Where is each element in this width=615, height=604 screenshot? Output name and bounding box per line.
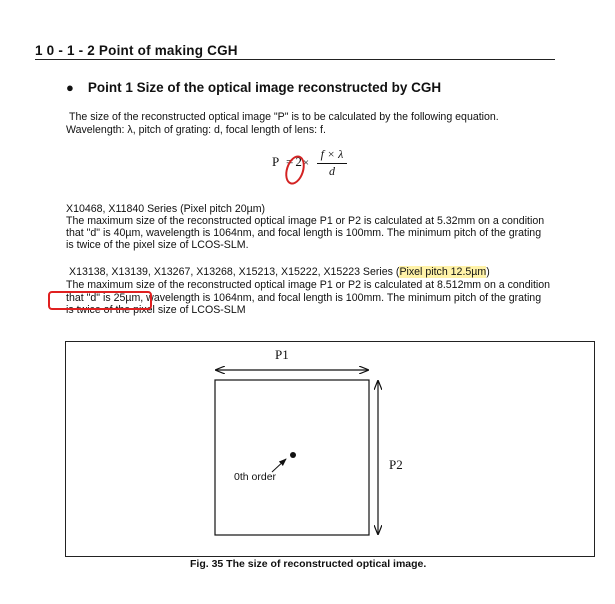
- series-b-heading-suffix: ): [486, 266, 490, 278]
- equation-equals: =: [286, 154, 294, 169]
- equation-factor: 2: [295, 154, 302, 169]
- series-a-heading: X10468, X11840 Series (Pixel pitch 20µm): [66, 203, 266, 215]
- series-b-line-3: is twice of the pixel size of LCOS-SLM: [66, 304, 246, 316]
- intro-line-1: The size of the reconstructed optical image "P" is to be calculated by the following equation.: [69, 111, 499, 123]
- section-title: 1 0 - 1 - 2 Point of making CGH: [35, 43, 555, 60]
- series-b-marked-text: that "d" is 25µm,: [66, 292, 144, 304]
- p1-label: P1: [275, 347, 289, 362]
- series-a-line-2: that "d" is 40µm, wavelength is 1064nm, and focal length is 100mm. The minimum pitch of the grating: [66, 227, 542, 239]
- zero-order-dot: [290, 452, 296, 458]
- equation-times: ×: [302, 157, 310, 169]
- series-a-line-1: The maximum size of the reconstructed optical image P1 or P2 is calculated at 5.32mm on a condition: [66, 215, 545, 227]
- figure-caption: Fig. 35 The size of reconstructed optical image.: [190, 558, 427, 570]
- equation-numerator: f × λ: [317, 147, 347, 164]
- equation-lhs: P: [272, 154, 279, 169]
- series-a-line-3: is twice of the pixel size of LCOS-SLM.: [66, 239, 249, 251]
- pixel-pitch-highlight: Pixel pitch 12.5µm: [399, 266, 487, 278]
- p2-label: P2: [389, 457, 403, 472]
- series-b-line-2-rest: wavelength is 1064nm, and focal length is 100mm. The minimum pitch of the grating: [143, 292, 542, 304]
- zero-order-label: 0th order: [234, 471, 277, 483]
- series-b-heading-prefix: X13138, X13139, X13267, X13268, X15213, X15222, X15223 Series (: [69, 266, 400, 278]
- intro-line-2: Wavelength: λ, pitch of grating: d, focal length of lens: f.: [66, 124, 326, 136]
- equation-denominator: d: [329, 164, 335, 178]
- point-title: Point 1 Size of the optical image reconstructed by CGH: [87, 80, 442, 95]
- series-b-line-1: The maximum size of the reconstructed optical image P1 or P2 is calculated at 8.512mm on a condition: [66, 279, 551, 291]
- bullet-icon: ●: [66, 80, 74, 95]
